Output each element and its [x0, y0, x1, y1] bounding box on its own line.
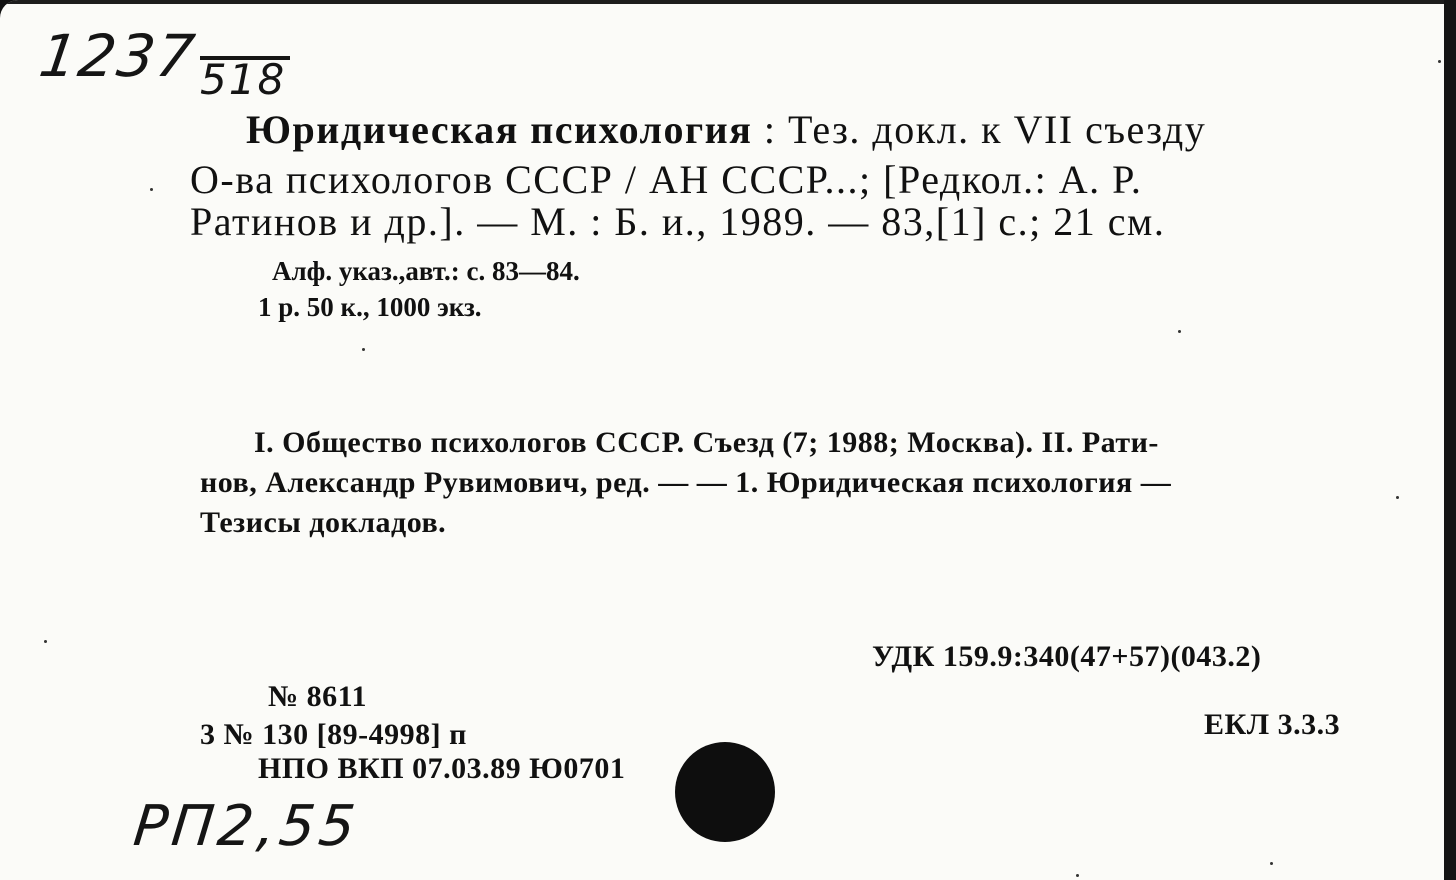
card-right-edge: [1444, 0, 1456, 880]
inventory-sub-number: 518: [200, 56, 290, 100]
scan-speck: [150, 188, 153, 191]
shelf-mark: РП2,55: [130, 794, 362, 859]
tracing-line-3: Тезисы докладов.: [200, 506, 447, 539]
scan-speck: [44, 640, 47, 643]
order-number: 3 № 130 [89-4998] п: [200, 718, 467, 751]
card-number: № 8611: [268, 680, 367, 713]
entry-note: Алф. указ.,авт.: с. 83—84.: [272, 256, 580, 286]
publisher-line: НПО ВКП 07.03.89 Ю0701: [258, 752, 626, 785]
entry-line-1: [246, 106, 1206, 153]
scan-speck: [1178, 330, 1181, 333]
entry-line-2: О-ва психологов СССР / АН СССР...; [Редкол.: А. Р.: [190, 157, 1143, 202]
inventory-number: 1237: [35, 22, 201, 90]
scan-speck: [1076, 874, 1079, 877]
punch-hole: [675, 742, 775, 842]
tracing-line-1: I. Общество психологов СССР. Съезд (7; 1988; Москва). II. Рати-: [254, 426, 1159, 459]
ekl-index: ЕКЛ 3.3.3: [1204, 708, 1341, 741]
scan-speck: [1270, 862, 1273, 865]
card-top-edge: [0, 0, 1456, 4]
udk-index: УДК 159.9:340(47+57)(043.2): [872, 640, 1262, 673]
tracing-line-2: нов, Александр Рувимович, ред. — — 1. Юридическая психология —: [200, 466, 1172, 499]
scan-speck: [362, 348, 365, 351]
entry-title-rest: : Тез. докл. к VII съезду: [752, 107, 1207, 152]
entry-line-3: Ратинов и др.]. — М. : Б. и., 1989. — 83,[1] с.; 21 см.: [190, 199, 1166, 244]
entry-price: 1 р. 50 к., 1000 экз.: [258, 292, 482, 322]
entry-title: Юридическая психология: [246, 107, 753, 152]
scan-speck: [1438, 60, 1441, 63]
scan-speck: [1396, 496, 1399, 499]
